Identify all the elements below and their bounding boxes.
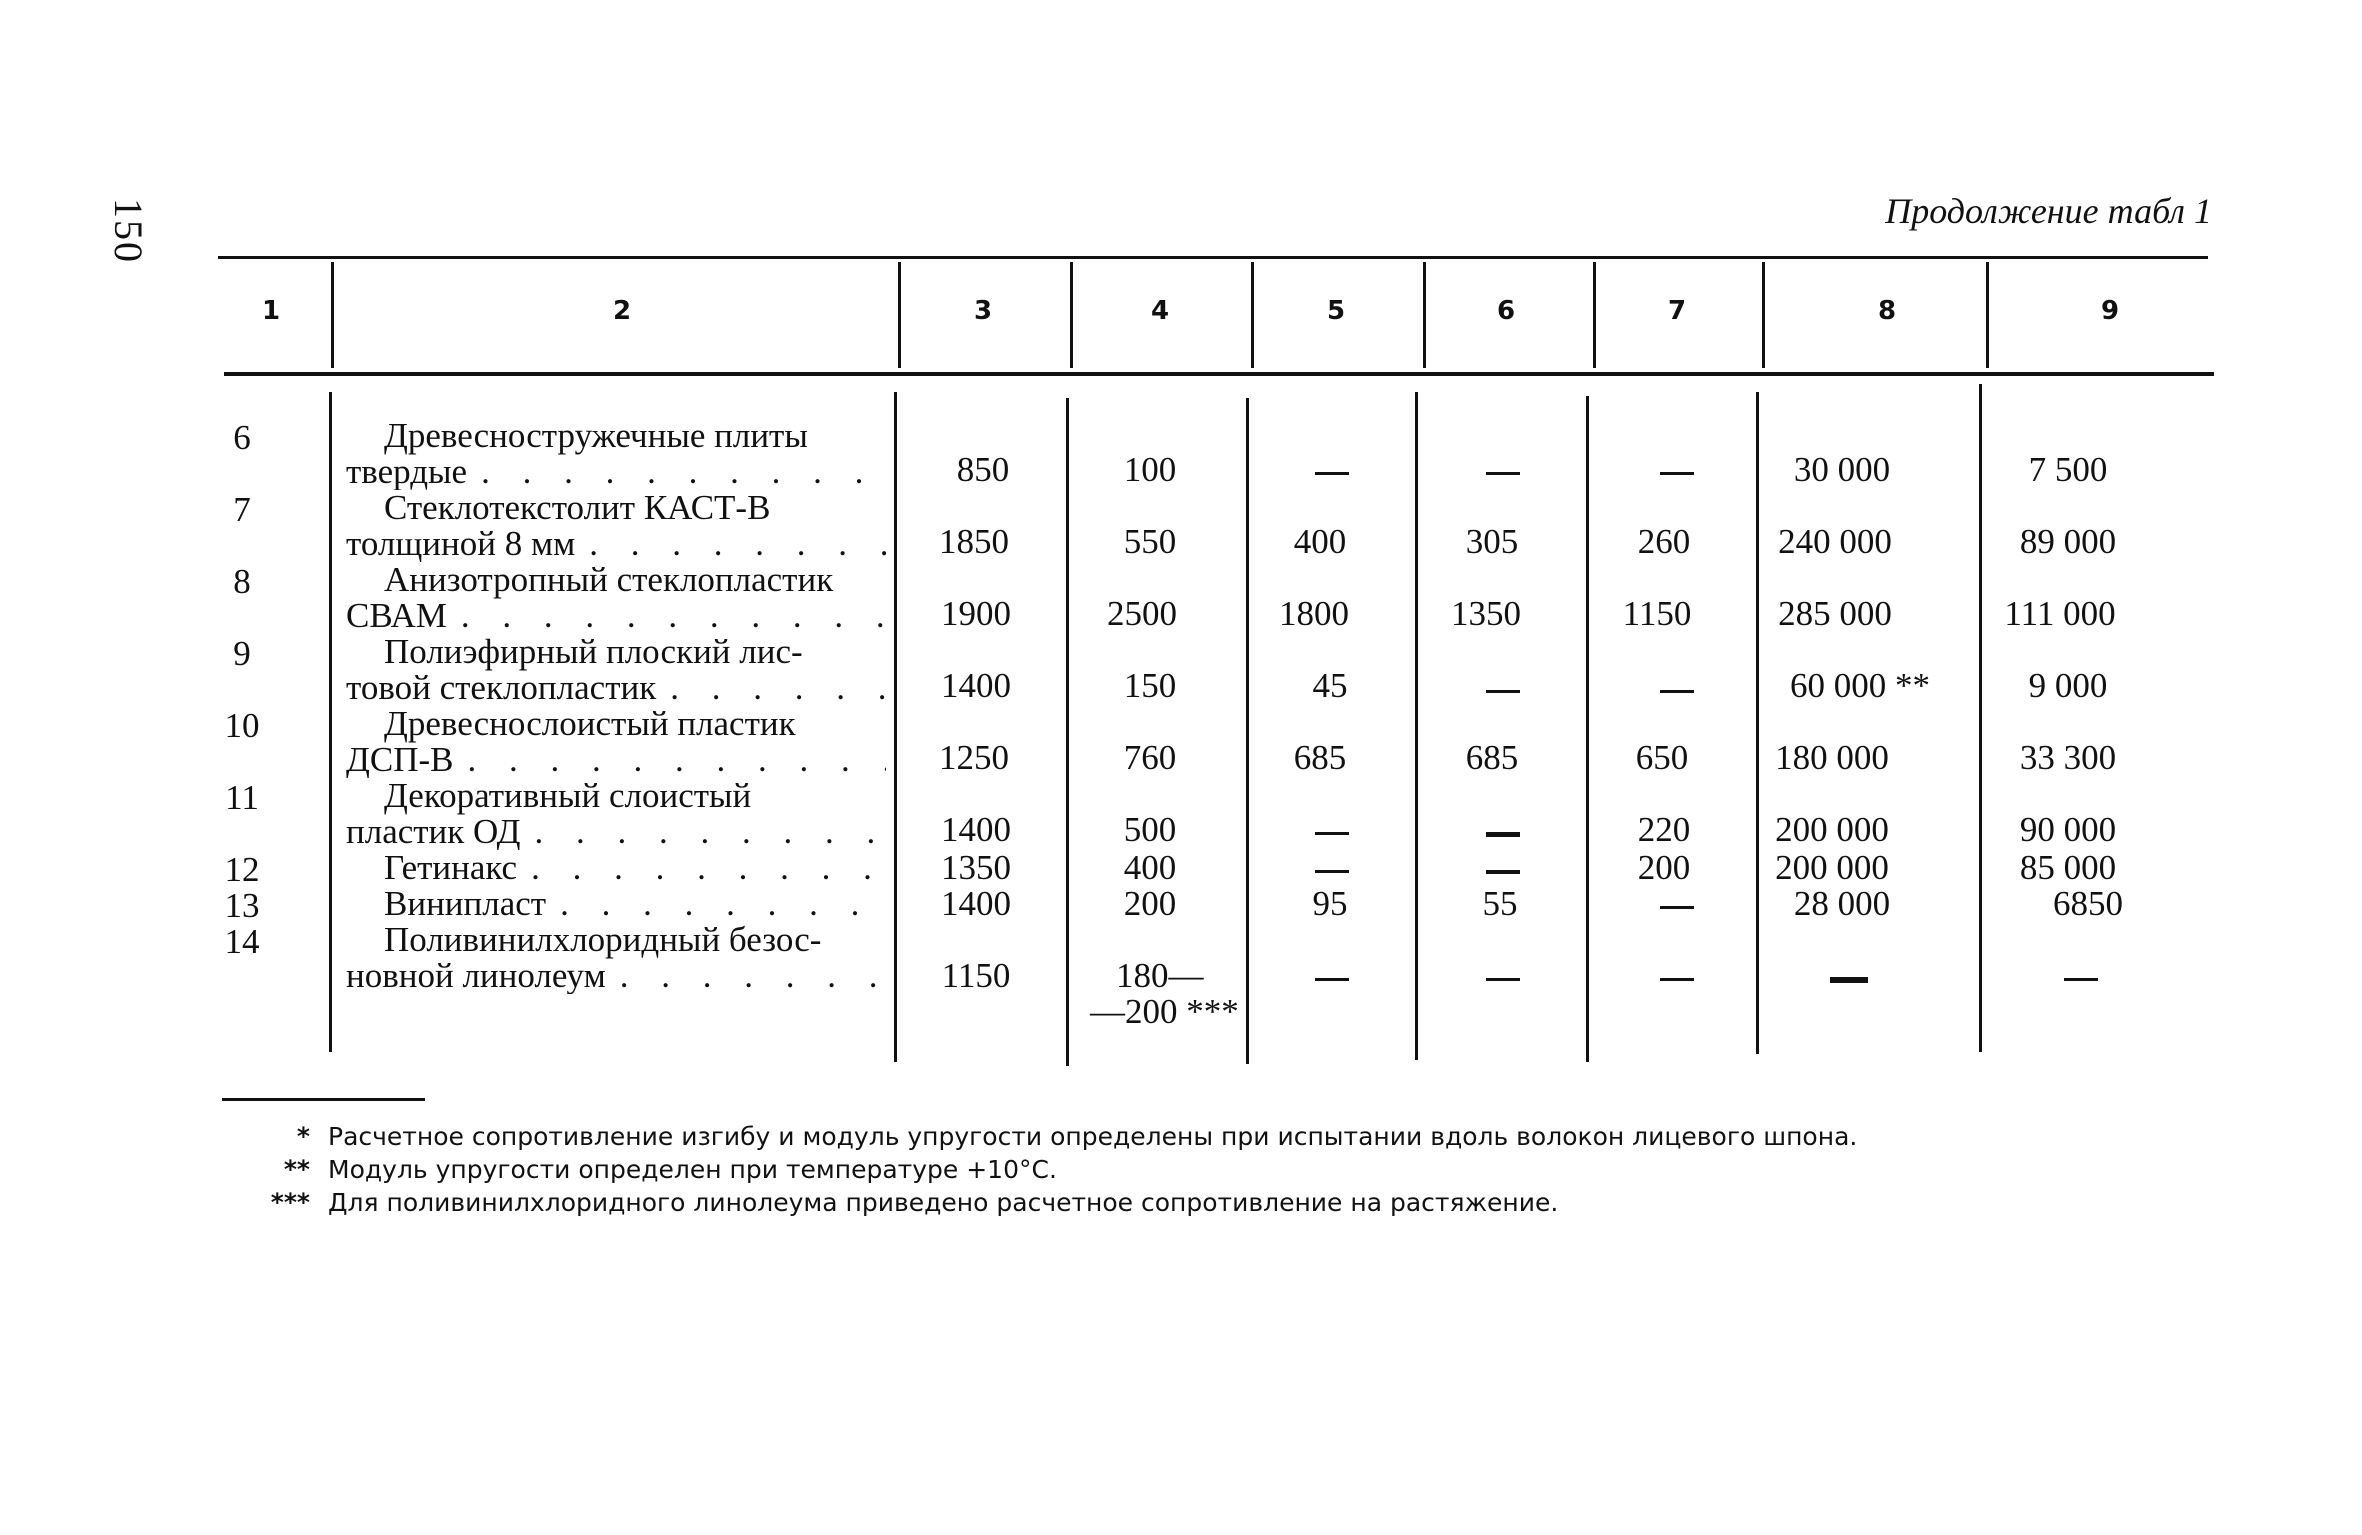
material-name-line1: Древеснослоистый пластик xyxy=(384,704,796,743)
cell-col4: 500 xyxy=(1123,810,1177,849)
dash-mark xyxy=(1486,870,1520,874)
cell-col8: 200 000 xyxy=(1775,848,1889,887)
cell-col3: 1250 xyxy=(939,738,1009,777)
cell-col4: 2500 xyxy=(1107,594,1177,633)
material-name-line2: твердые xyxy=(346,454,468,490)
material-name-line1: Декоративный слоистый xyxy=(384,776,752,815)
row-number: 14 xyxy=(224,922,260,961)
dash-mark xyxy=(2064,978,2098,981)
cell-col8: 28 000 xyxy=(1793,884,1891,923)
material-name xyxy=(346,922,886,994)
cell-col7: 260 xyxy=(1637,522,1691,561)
material-name xyxy=(346,778,886,850)
dash-mark xyxy=(1315,472,1349,475)
dash-mark xyxy=(1486,978,1520,981)
header-divider xyxy=(1070,262,1073,368)
material-name-line1: Полиэфирный плоский лис- xyxy=(384,632,803,671)
cell-col8: 60 000 ** xyxy=(1790,666,1930,705)
dash-mark xyxy=(1486,690,1520,693)
cell-col4: 180— xyxy=(1116,956,1204,995)
header-divider xyxy=(1593,262,1596,368)
cell-col4: 150 xyxy=(1123,666,1177,705)
cell-col6: 55 xyxy=(1482,884,1518,923)
cell-col3: 1900 xyxy=(941,594,1011,633)
cell-col8: 180 000 xyxy=(1775,738,1889,777)
row-number: 11 xyxy=(225,778,259,817)
header-bottom-rule xyxy=(224,372,2214,376)
leader-dots xyxy=(546,886,886,922)
footnote-separator xyxy=(222,1098,425,1101)
material-name xyxy=(346,562,886,634)
leader-dots xyxy=(447,598,886,634)
cell-col9: 9 000 xyxy=(2028,666,2108,705)
body-divider xyxy=(1979,384,1982,1052)
column-header: 7 xyxy=(1667,296,1687,326)
material-name xyxy=(346,634,886,706)
cell-col7: 650 xyxy=(1635,738,1689,777)
cell-col3: 1350 xyxy=(941,848,1011,887)
cell-col9: 33 300 xyxy=(2019,738,2117,777)
dash-mark xyxy=(1315,870,1349,873)
material-name-line1: Винипласт xyxy=(384,886,547,922)
material-name-line2: новной линолеум xyxy=(346,958,606,994)
cell-col6: 1350 xyxy=(1451,594,1521,633)
header-divider xyxy=(1423,262,1426,368)
body-divider xyxy=(1586,396,1589,1062)
column-header: 3 xyxy=(973,296,993,326)
dash-mark xyxy=(1315,832,1349,835)
cell-col5: 685 xyxy=(1293,738,1347,777)
dash-mark xyxy=(1660,906,1694,909)
cell-col6: 685 xyxy=(1465,738,1519,777)
cell-col5: 45 xyxy=(1312,666,1348,705)
column-header: 1 xyxy=(261,296,281,326)
footnote-text: Для поливинилхлоридного линолеума приведено расчетное сопротивление на растяжение. xyxy=(328,1188,1559,1217)
footnote-mark: * xyxy=(296,1122,310,1151)
cell-col3: 1400 xyxy=(941,884,1011,923)
material-name-line1: Гетинакс xyxy=(384,850,518,886)
body-divider xyxy=(1246,398,1249,1064)
cell-col7: 1150 xyxy=(1622,594,1692,633)
cell-col6: 305 xyxy=(1465,522,1519,561)
cell-col5: 1800 xyxy=(1279,594,1349,633)
dash-mark xyxy=(1315,978,1349,981)
cell-col8: 285 000 xyxy=(1778,594,1892,633)
material-name xyxy=(346,490,886,562)
table-caption: Продолжение табл 1 xyxy=(1885,191,2212,231)
leader-dots xyxy=(454,742,887,778)
material-name xyxy=(346,706,886,778)
leader-dots xyxy=(517,850,886,886)
material-name-line1: Анизотропный стеклопластик xyxy=(384,560,834,599)
dash-mark xyxy=(1486,472,1520,475)
header-divider xyxy=(898,262,901,368)
dash-mark xyxy=(1486,832,1520,837)
footnote-mark: ** xyxy=(283,1155,310,1184)
cell-col9: 90 000 xyxy=(2019,810,2117,849)
cell-col7: 200 xyxy=(1637,848,1691,887)
material-name-line2: пластик ОД xyxy=(346,814,521,850)
cell-col3: 1850 xyxy=(939,522,1009,561)
cell-col4: 100 xyxy=(1123,450,1177,489)
body-divider xyxy=(1756,392,1759,1054)
body-divider xyxy=(329,392,332,1052)
body-divider xyxy=(894,392,897,1062)
cell-col9: 7 500 xyxy=(2028,450,2108,489)
row-number: 7 xyxy=(233,490,251,529)
cell-col4: 760 xyxy=(1123,738,1177,777)
material-name xyxy=(346,418,886,490)
column-header: 8 xyxy=(1877,296,1897,326)
footnote xyxy=(240,1186,1857,1219)
material-name xyxy=(346,886,886,922)
table-top-rule xyxy=(218,256,2208,259)
leader-dots xyxy=(606,958,886,994)
cell-col9: 111 000 xyxy=(2004,594,2116,633)
dash-mark xyxy=(1830,977,1868,983)
cell-col5: 400 xyxy=(1293,522,1347,561)
cell-col9: 89 000 xyxy=(2019,522,2117,561)
dash-mark xyxy=(1660,690,1694,693)
column-header: 6 xyxy=(1496,296,1516,326)
material-name xyxy=(346,850,886,886)
row-number: 13 xyxy=(224,886,260,925)
material-name-line1: Поливинилхлоридный безос- xyxy=(384,920,822,959)
footnote xyxy=(240,1153,1857,1186)
cell-col7: 220 xyxy=(1637,810,1691,849)
dash-mark xyxy=(1660,472,1694,475)
header-divider xyxy=(1251,262,1254,368)
leader-dots xyxy=(656,670,886,706)
leader-dots xyxy=(575,526,886,562)
column-header: 9 xyxy=(2100,296,2120,326)
header-divider xyxy=(331,262,334,368)
leader-dots xyxy=(467,454,886,490)
footnote-text: Расчетное сопротивление изгибу и модуль упругости определены при испытании вдоль волокон лицевого шпона. xyxy=(328,1122,1858,1151)
column-header: 5 xyxy=(1326,296,1346,326)
cell-col3: 1150 xyxy=(941,956,1011,995)
material-name-line2: толщиной 8 мм xyxy=(346,526,576,562)
footnote-mark: *** xyxy=(270,1188,310,1217)
cell-col8: 30 000 xyxy=(1793,450,1891,489)
body-divider xyxy=(1415,392,1418,1060)
cell-col3: 850 xyxy=(956,450,1010,489)
dash-mark xyxy=(1660,978,1694,981)
footnote-text: Модуль упругости определен при температуре +10°С. xyxy=(328,1155,1057,1184)
cell-col4-continued: —200 *** xyxy=(1090,992,1239,1031)
cell-col4: 400 xyxy=(1123,848,1177,887)
material-name-line1: Стеклотекстолит КАСТ-В xyxy=(384,488,771,527)
material-name-line2: ДСП-В xyxy=(346,742,454,778)
cell-col3: 1400 xyxy=(941,666,1011,705)
cell-col4: 200 xyxy=(1123,884,1177,923)
row-number: 6 xyxy=(233,418,251,457)
column-header: 2 xyxy=(612,296,632,326)
material-name-line1: Древесностружечные плиты xyxy=(384,416,808,455)
row-number: 10 xyxy=(224,706,260,745)
material-name-line2: товой стеклопластик xyxy=(346,670,657,706)
column-header: 4 xyxy=(1150,296,1170,326)
row-number: 8 xyxy=(233,562,251,601)
row-number: 9 xyxy=(233,634,251,673)
cell-col8: 200 000 xyxy=(1775,810,1889,849)
header-divider xyxy=(1762,262,1765,368)
leader-dots xyxy=(520,814,886,850)
row-number: 12 xyxy=(224,850,260,889)
body-divider xyxy=(1066,398,1069,1066)
footnotes xyxy=(240,1120,1857,1219)
cell-col9: 85 000 xyxy=(2019,848,2117,887)
cell-col4: 550 xyxy=(1123,522,1177,561)
cell-col3: 1400 xyxy=(941,810,1011,849)
page-number: 150 xyxy=(106,198,151,264)
cell-col5: 95 xyxy=(1312,884,1348,923)
material-name-line2: СВАМ xyxy=(346,598,447,634)
cell-col8: 240 000 xyxy=(1778,522,1892,561)
cell-col9: 6850 xyxy=(2053,884,2123,923)
header-divider xyxy=(1986,262,1989,368)
footnote xyxy=(240,1120,1857,1153)
